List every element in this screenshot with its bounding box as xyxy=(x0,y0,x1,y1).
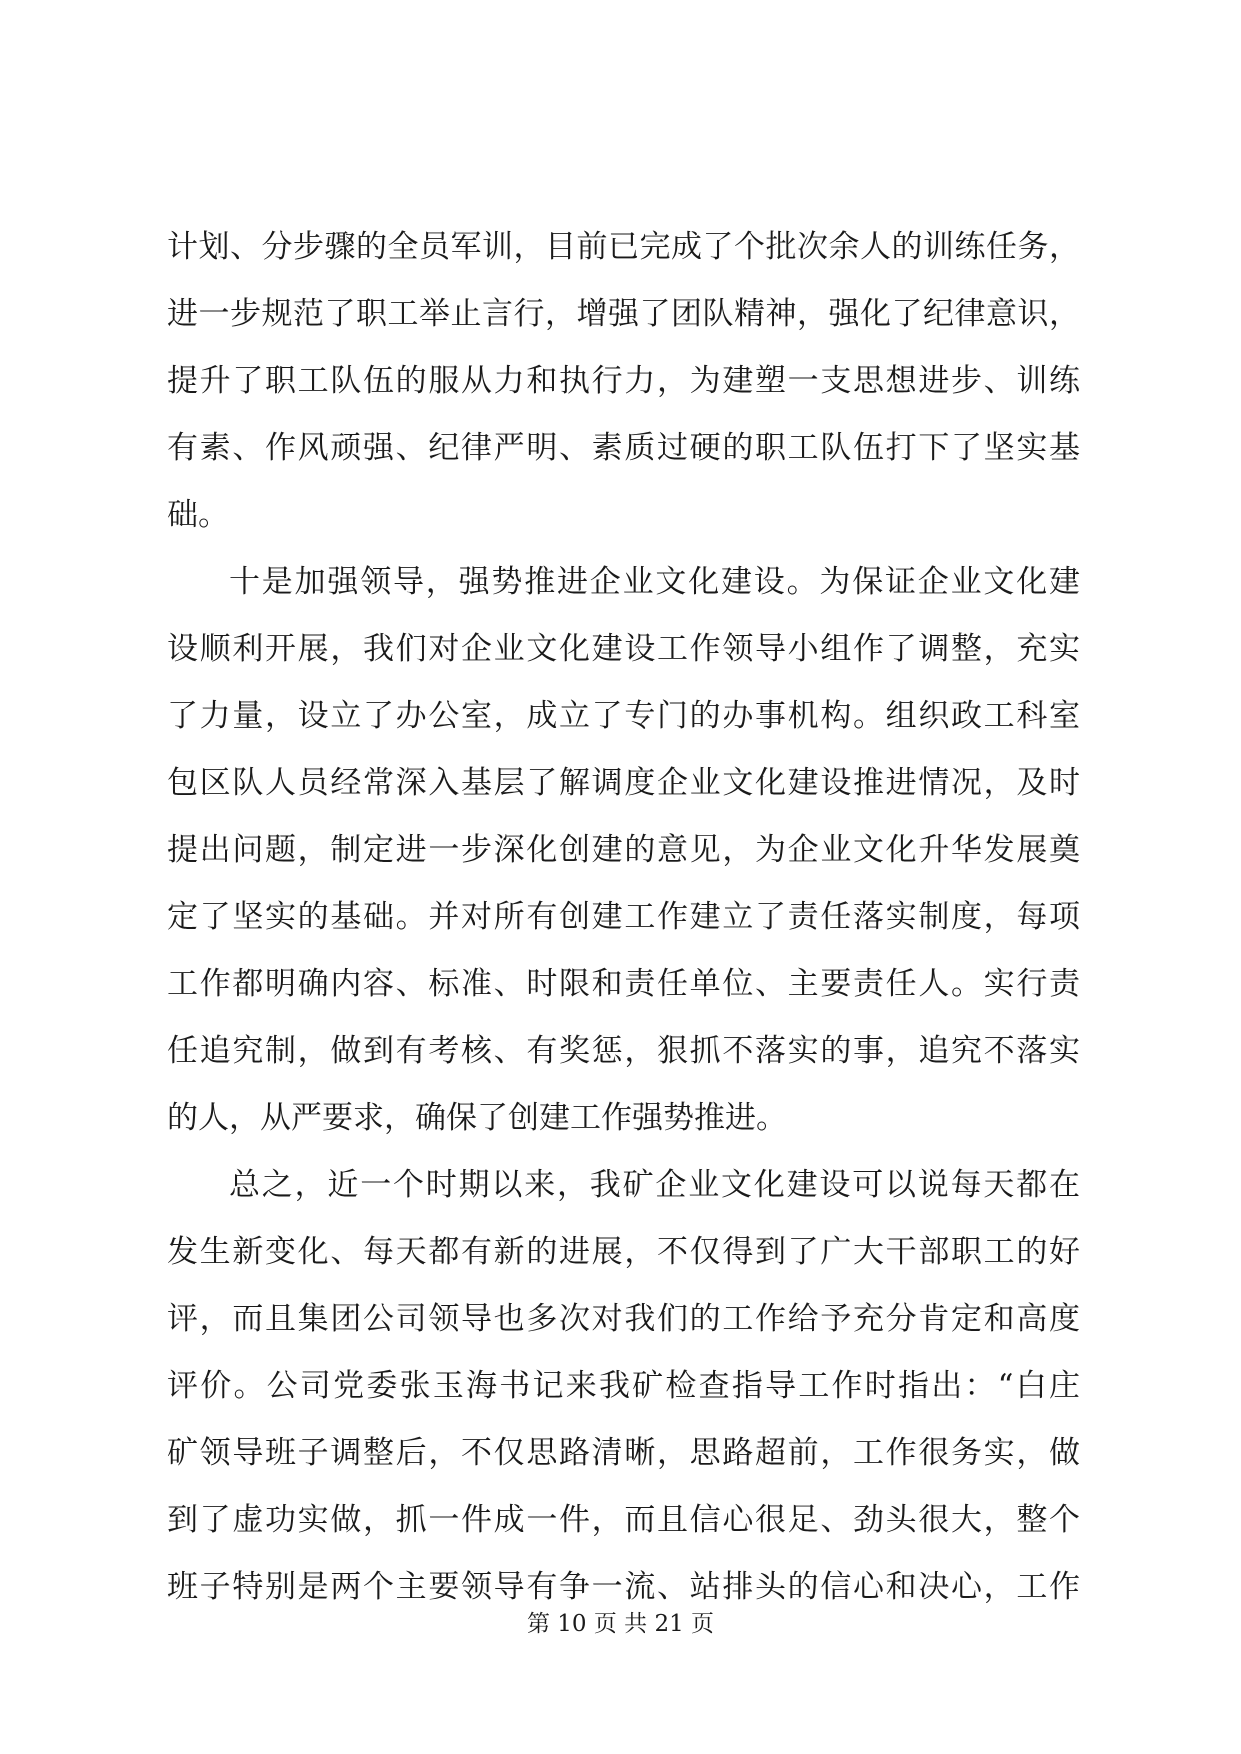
paragraph-2-line-9: 的人，从严要求，确保了创建工作强势推进。 xyxy=(167,1100,787,1136)
paragraph-1-line-3: 提升了职工队伍的服从力和执行力，为建塑一支思想进步、训练 xyxy=(167,363,1080,399)
paragraph-2-line-4: 包区队人员经常深入基层了解调度企业文化建设推进情况，及时 xyxy=(167,765,1080,801)
paragraph-2-line-2: 设顺利开展，我们对企业文化建设工作领导小组作了调整，充实 xyxy=(167,631,1080,667)
document-body xyxy=(167,229,1080,1639)
paragraph-3-line-4: 评价。公司党委张玉海书记来我矿检查指导工作时指出：“白庄 xyxy=(167,1368,1080,1404)
paragraph-1-line-4: 有素、作风顽强、纪律严明、素质过硬的职工队伍打下了坚实基 xyxy=(167,430,1080,466)
paragraph-3-line-3: 评，而且集团公司领导也多次对我们的工作给予充分肯定和高度 xyxy=(167,1301,1080,1337)
paragraph-3-line-1: 总之，近一个时期以来，我矿企业文化建设可以说每天都在 xyxy=(229,1167,1080,1203)
paragraph-3-line-5: 矿领导班子调整后，不仅思路清晰，思路超前，工作很务实，做 xyxy=(167,1435,1080,1471)
paragraph-1-line-1: 计划、分步骤的全员军训，目前已完成了个批次余人的训练任务， xyxy=(167,229,1080,265)
paragraph-2-line-8: 任追究制，做到有考核、有奖惩，狠抓不落实的事，追究不落实 xyxy=(167,1033,1080,1069)
paragraph-1-line-2: 进一步规范了职工举止言行，增强了团队精神，强化了纪律意识， xyxy=(167,296,1080,332)
paragraph-2-line-6: 定了坚实的基础。并对所有创建工作建立了责任落实制度，每项 xyxy=(167,899,1080,935)
paragraph-2-line-3: 了力量，设立了办公室，成立了专门的办事机构。组织政工科室 xyxy=(167,698,1080,734)
page-number-footer: 第 10 页 共 21 页 xyxy=(526,1611,715,1637)
paragraph-3-line-7: 班子特别是两个主要领导有争一流、站排头的信心和决心，工作 xyxy=(167,1569,1080,1605)
paragraph-1-line-5: 础。 xyxy=(167,497,229,533)
paragraph-2-line-5: 提出问题，制定进一步深化创建的意见，为企业文化升华发展奠 xyxy=(167,832,1080,868)
paragraph-3-line-6: 到了虚功实做，抓一件成一件，而且信心很足、劲头很大，整个 xyxy=(167,1502,1080,1538)
paragraph-2-line-7: 工作都明确内容、标准、时限和责任单位、主要责任人。实行责 xyxy=(167,966,1080,1002)
paragraph-2-line-1: 十是加强领导，强势推进企业文化建设。为保证企业文化建 xyxy=(229,564,1080,600)
paragraph-3-line-2: 发生新变化、每天都有新的进展，不仅得到了广大干部职工的好 xyxy=(167,1234,1080,1270)
